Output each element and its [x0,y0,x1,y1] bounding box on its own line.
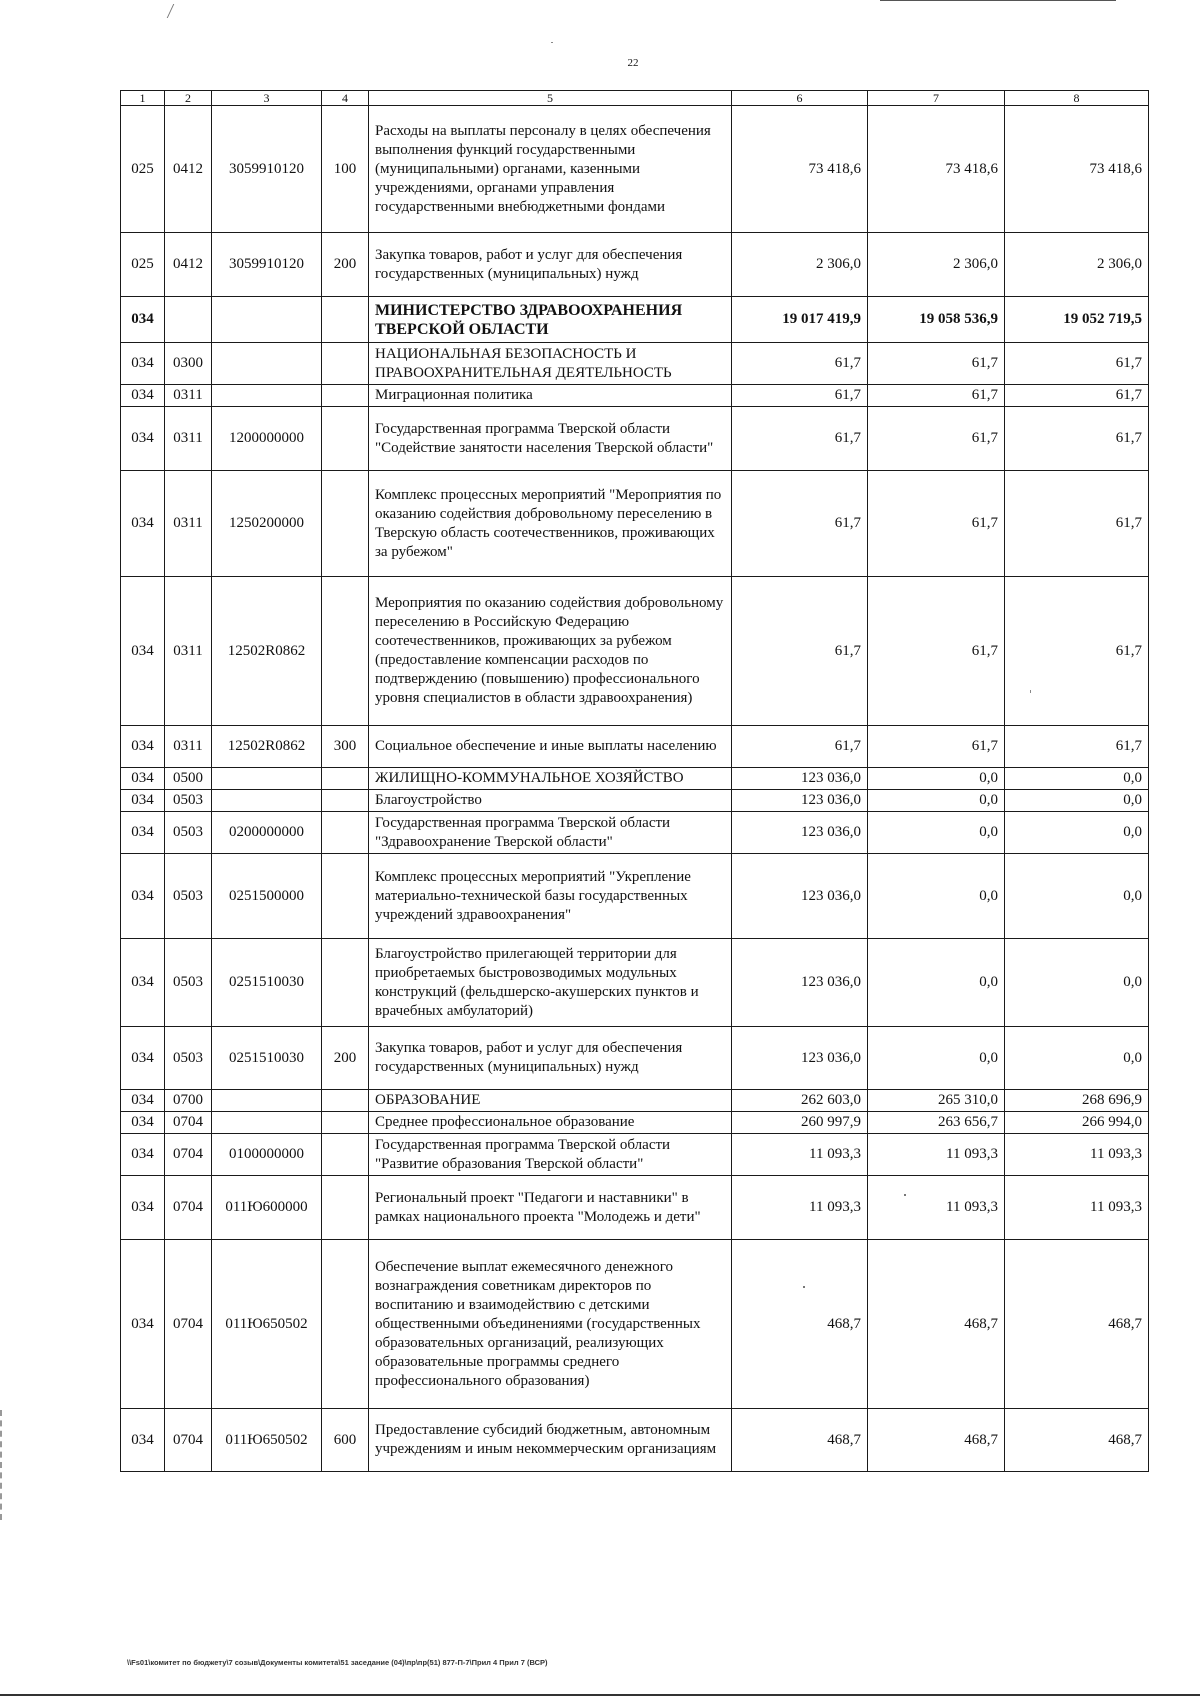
cell-amount-year1: 61,7 [732,407,868,471]
cell-section-code [165,297,212,343]
cell-expense-type [322,471,369,577]
budget-table [120,90,1149,1472]
cell-amount-year3: 468,7 [1005,1409,1149,1472]
cell-amount-year1: 61,7 [732,577,868,726]
table-row [121,343,1149,385]
table-row [121,1027,1149,1090]
cell-description: НАЦИОНАЛЬНАЯ БЕЗОПАСНОСТЬ И ПРАВООХРАНИТЕЛЬНАЯ ДЕЯТЕЛЬНОСТЬ [369,343,732,385]
cell-amount-year3: 0,0 [1005,854,1149,939]
cell-target-code: 12502R0862 [212,577,322,726]
cell-expense-type [322,343,369,385]
cell-section-code: 0412 [165,233,212,297]
cell-target-code [212,790,322,812]
cell-target-code: 0200000000 [212,812,322,854]
cell-expense-type [322,407,369,471]
cell-section-code: 0311 [165,385,212,407]
cell-target-code: 3059910120 [212,233,322,297]
cell-amount-year3: 73 418,6 [1005,106,1149,233]
cell-description: Расходы на выплаты персоналу в целях обеспечения выполнения функций государственными (муниципальными) органами, казенными учреждениями, органами управления государственными внебюджетными фондами [369,106,732,233]
cell-target-code: 0251500000 [212,854,322,939]
cell-expense-type [322,1112,369,1134]
cell-admin-code: 034 [121,343,165,385]
scan-bottom-edge [0,1694,1200,1696]
cell-amount-year1: 2 306,0 [732,233,868,297]
cell-amount-year3: 61,7 [1005,577,1149,726]
cell-amount-year2: 468,7 [868,1240,1005,1409]
scan-artifact-mark [161,4,175,18]
cell-admin-code: 034 [121,1112,165,1134]
cell-amount-year2: 0,0 [868,812,1005,854]
cell-admin-code: 034 [121,407,165,471]
cell-expense-type: 200 [322,233,369,297]
cell-amount-year3: 468,7 [1005,1240,1149,1409]
table-row [121,1112,1149,1134]
cell-description: Комплекс процессных мероприятий "Укрепление материально-технической базы государственных учреждений здравоохранения" [369,854,732,939]
cell-target-code [212,297,322,343]
cell-description: Благоустройство [369,790,732,812]
cell-admin-code: 034 [121,385,165,407]
cell-description: Закупка товаров, работ и услуг для обеспечения государственных (муниципальных) нужд [369,1027,732,1090]
cell-amount-year2: 0,0 [868,768,1005,790]
table-row [121,812,1149,854]
cell-section-code: 0503 [165,790,212,812]
cell-target-code: 011Ю600000 [212,1176,322,1240]
cell-expense-type [322,385,369,407]
cell-description: Комплекс процессных мероприятий "Мероприятия по оказанию содействия добровольному переселению в Тверскую область соотечественников, проживающих за рубежом" [369,471,732,577]
cell-target-code: 12502R0862 [212,726,322,768]
cell-admin-code: 034 [121,1090,165,1112]
cell-amount-year1: 262 603,0 [732,1090,868,1112]
table-row [121,1176,1149,1240]
cell-expense-type [322,577,369,726]
cell-admin-code: 034 [121,1240,165,1409]
cell-description: Обеспечение выплат ежемесячного денежного вознаграждения советникам директоров по воспитанию и взаимодействию с детскими общественными объединениями (государственных образовательных организаций, реализующих образовательные программы среднего профессионального образования) [369,1240,732,1409]
cell-amount-year3: 0,0 [1005,790,1149,812]
cell-section-code: 0704 [165,1176,212,1240]
cell-target-code [212,1112,322,1134]
cell-expense-type [322,1240,369,1409]
cell-expense-type [322,1176,369,1240]
cell-target-code: 0100000000 [212,1134,322,1176]
table-row [121,854,1149,939]
cell-amount-year1: 123 036,0 [732,790,868,812]
cell-amount-year3: 61,7 [1005,343,1149,385]
cell-section-code: 0311 [165,407,212,471]
cell-admin-code: 034 [121,1134,165,1176]
column-header: 1 [121,91,165,106]
cell-amount-year3: 268 696,9 [1005,1090,1149,1112]
cell-amount-year3: 266 994,0 [1005,1112,1149,1134]
cell-amount-year2: 61,7 [868,407,1005,471]
cell-target-code: 011Ю650502 [212,1240,322,1409]
cell-description: Закупка товаров, работ и услуг для обеспечения государственных (муниципальных) нужд [369,233,732,297]
cell-amount-year1: 123 036,0 [732,939,868,1027]
table-row [121,471,1149,577]
cell-amount-year3: 11 093,3 [1005,1176,1149,1240]
column-header: 4 [322,91,369,106]
cell-description: Благоустройство прилегающей территории для приобретаемых быстровозводимых модульных конструкций (фельдшерско-акушерских пунктов и врачебных амбулаторий) [369,939,732,1027]
cell-target-code [212,343,322,385]
cell-amount-year1: 123 036,0 [732,768,868,790]
cell-admin-code: 034 [121,939,165,1027]
table-header-row [121,91,1149,106]
cell-amount-year2: 263 656,7 [868,1112,1005,1134]
file-path-footer: \\Fs01\комитет по бюджету\7 созыв\Документы комитета\51 заседание (04)\пр\пр(51) 877-П-7\Прил 4 Прил 7 (ВСР) [127,1658,548,1667]
cell-section-code: 0503 [165,1027,212,1090]
cell-amount-year1: 61,7 [732,343,868,385]
cell-expense-type [322,790,369,812]
table-row [121,1134,1149,1176]
cell-amount-year1: 468,7 [732,1409,868,1472]
cell-amount-year2: 61,7 [868,471,1005,577]
cell-section-code: 0503 [165,812,212,854]
cell-expense-type [322,768,369,790]
cell-expense-type [322,854,369,939]
cell-admin-code: 034 [121,1409,165,1472]
cell-amount-year2: 11 093,3 [868,1134,1005,1176]
cell-target-code [212,385,322,407]
cell-amount-year2: 61,7 [868,577,1005,726]
cell-expense-type: 100 [322,106,369,233]
cell-amount-year2: 0,0 [868,854,1005,939]
cell-expense-type: 600 [322,1409,369,1472]
cell-description: Государственная программа Тверской области "Содействие занятости населения Тверской области" [369,407,732,471]
table-row [121,233,1149,297]
cell-admin-code: 034 [121,577,165,726]
cell-admin-code: 034 [121,1176,165,1240]
cell-target-code [212,768,322,790]
cell-expense-type [322,1090,369,1112]
cell-target-code [212,1090,322,1112]
cell-amount-year3: 61,7 [1005,726,1149,768]
cell-section-code: 0412 [165,106,212,233]
cell-expense-type [322,297,369,343]
cell-section-code: 0704 [165,1134,212,1176]
cell-amount-year1: 123 036,0 [732,1027,868,1090]
cell-amount-year1: 468,7 [732,1240,868,1409]
cell-description: Предоставление субсидий бюджетным, автономным учреждениям и иным некоммерческим организациям [369,1409,732,1472]
cell-expense-type [322,1134,369,1176]
cell-amount-year2: 61,7 [868,385,1005,407]
cell-admin-code: 034 [121,812,165,854]
scan-edge-dashes [0,1410,5,1520]
cell-amount-year3: 11 093,3 [1005,1134,1149,1176]
cell-description: МИНИСТЕРСТВО ЗДРАВООХРАНЕНИЯ ТВЕРСКОЙ ОБЛАСТИ [369,297,732,343]
cell-section-code: 0700 [165,1090,212,1112]
cell-section-code: 0503 [165,939,212,1027]
cell-amount-year3: 0,0 [1005,939,1149,1027]
cell-section-code: 0503 [165,854,212,939]
cell-amount-year3: 0,0 [1005,1027,1149,1090]
cell-amount-year3: 2 306,0 [1005,233,1149,297]
column-header: 8 [1005,91,1149,106]
table-row [121,407,1149,471]
table-row [121,385,1149,407]
cell-amount-year3: 0,0 [1005,768,1149,790]
cell-amount-year3: 61,7 [1005,471,1149,577]
scan-speck [551,42,553,43]
cell-admin-code: 034 [121,1027,165,1090]
cell-admin-code: 034 [121,768,165,790]
cell-description: Миграционная политика [369,385,732,407]
cell-amount-year2: 0,0 [868,939,1005,1027]
column-header: 7 [868,91,1005,106]
cell-amount-year1: 73 418,6 [732,106,868,233]
scan-edge-line [880,0,1116,1]
cell-description: Мероприятия по оказанию содействия добровольному переселению в Российскую Федерацию соотечественников, проживающих за рубежом (предоставление компенсации расходов по подтверждению (повышению) профессионального уровня специалистов в области здравоохранения) [369,577,732,726]
cell-amount-year2: 73 418,6 [868,106,1005,233]
cell-amount-year3: 0,0 [1005,812,1149,854]
cell-amount-year3: 19 052 719,5 [1005,297,1149,343]
cell-section-code: 0704 [165,1112,212,1134]
cell-target-code: 0251510030 [212,1027,322,1090]
cell-amount-year2: 0,0 [868,790,1005,812]
cell-admin-code: 034 [121,854,165,939]
cell-section-code: 0300 [165,343,212,385]
cell-target-code: 1250200000 [212,471,322,577]
page-number: 22 [627,57,639,69]
table-row [121,790,1149,812]
cell-description: Социальное обеспечение и иные выплаты населению [369,726,732,768]
cell-expense-type [322,812,369,854]
cell-target-code: 0251510030 [212,939,322,1027]
cell-section-code: 0311 [165,577,212,726]
cell-amount-year1: 123 036,0 [732,854,868,939]
table-row-ministry [121,297,1149,343]
cell-amount-year2: 468,7 [868,1409,1005,1472]
cell-admin-code: 025 [121,106,165,233]
table-row [121,1090,1149,1112]
cell-amount-year1: 61,7 [732,471,868,577]
cell-target-code: 011Ю650502 [212,1409,322,1472]
cell-amount-year1: 11 093,3 [732,1134,868,1176]
cell-section-code: 0500 [165,768,212,790]
cell-description: Среднее профессиональное образование [369,1112,732,1134]
cell-expense-type [322,939,369,1027]
cell-amount-year1: 61,7 [732,385,868,407]
cell-amount-year2: 265 310,0 [868,1090,1005,1112]
cell-amount-year2: 61,7 [868,343,1005,385]
cell-amount-year2: 19 058 536,9 [868,297,1005,343]
cell-amount-year2: 61,7 [868,726,1005,768]
table-row [121,577,1149,726]
column-header: 2 [165,91,212,106]
cell-expense-type: 200 [322,1027,369,1090]
column-header: 5 [369,91,732,106]
cell-amount-year3: 61,7 [1005,407,1149,471]
cell-amount-year1: 123 036,0 [732,812,868,854]
table-row [121,1240,1149,1409]
cell-amount-year3: 61,7 [1005,385,1149,407]
table-row [121,726,1149,768]
cell-admin-code: 034 [121,790,165,812]
cell-target-code: 3059910120 [212,106,322,233]
cell-section-code: 0311 [165,471,212,577]
cell-section-code: 0704 [165,1409,212,1472]
table-row [121,1409,1149,1472]
cell-amount-year2: 0,0 [868,1027,1005,1090]
cell-admin-code: 034 [121,726,165,768]
cell-amount-year1: 260 997,9 [732,1112,868,1134]
cell-expense-type: 300 [322,726,369,768]
column-header: 6 [732,91,868,106]
cell-description: ОБРАЗОВАНИЕ [369,1090,732,1112]
cell-admin-code: 025 [121,233,165,297]
cell-description: Государственная программа Тверской области "Развитие образования Тверской области" [369,1134,732,1176]
cell-target-code: 1200000000 [212,407,322,471]
cell-amount-year2: 11 093,3 [868,1176,1005,1240]
column-header: 3 [212,91,322,106]
cell-amount-year2: 2 306,0 [868,233,1005,297]
cell-description: Государственная программа Тверской области "Здравоохранение Тверской области" [369,812,732,854]
cell-amount-year1: 11 093,3 [732,1176,868,1240]
cell-amount-year1: 19 017 419,9 [732,297,868,343]
cell-section-code: 0704 [165,1240,212,1409]
cell-description: ЖИЛИЩНО-КОММУНАЛЬНОЕ ХОЗЯЙСТВО [369,768,732,790]
cell-description: Региональный проект "Педагоги и наставники" в рамках национального проекта "Молодежь и дети" [369,1176,732,1240]
cell-admin-code: 034 [121,471,165,577]
cell-amount-year1: 61,7 [732,726,868,768]
cell-admin-code: 034 [121,297,165,343]
table-row [121,939,1149,1027]
cell-section-code: 0311 [165,726,212,768]
table-row [121,106,1149,233]
table-row [121,768,1149,790]
